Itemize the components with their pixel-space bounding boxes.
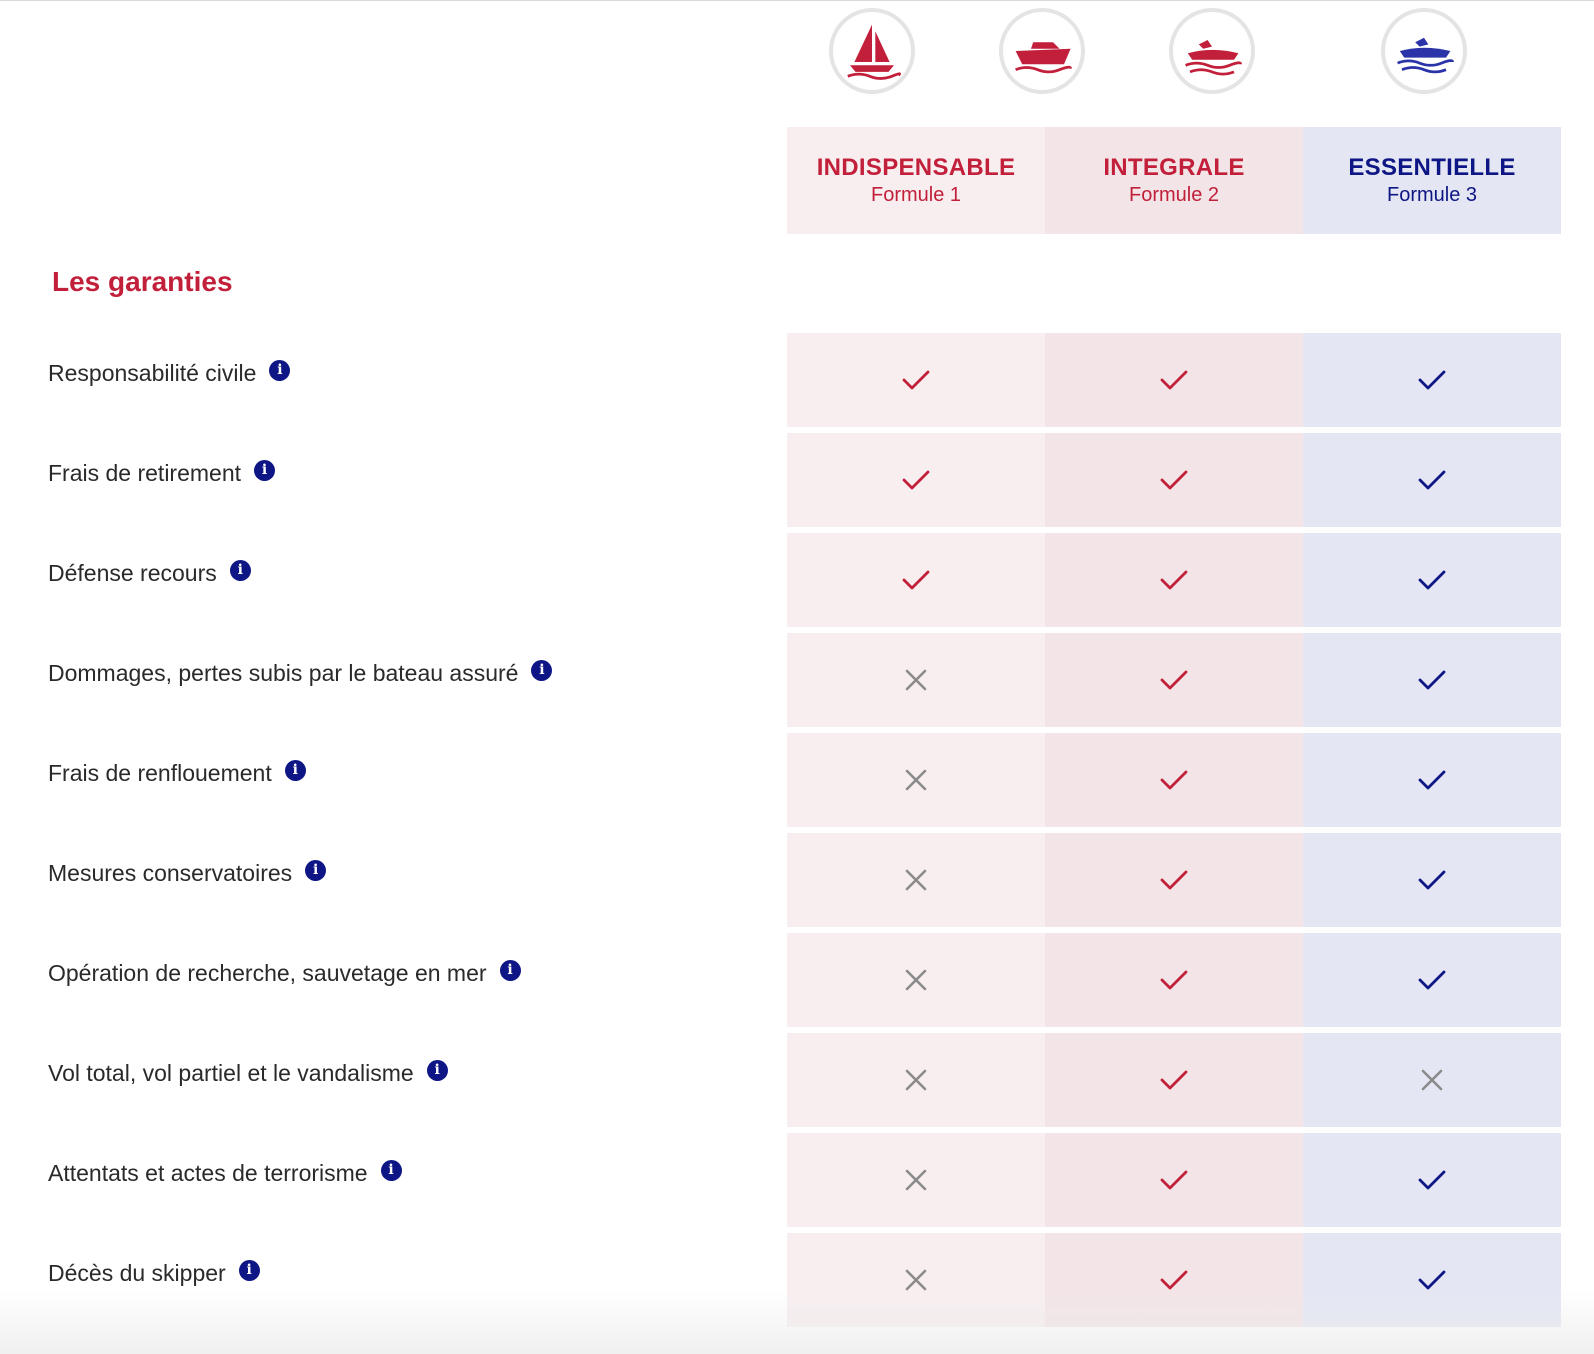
cross-icon: [899, 663, 933, 697]
check-icon: [1157, 1063, 1191, 1097]
table-cell: [1303, 1133, 1561, 1227]
info-icon[interactable]: i: [305, 860, 326, 881]
info-icon[interactable]: i: [239, 1260, 260, 1281]
check-icon: [899, 563, 933, 597]
check-icon: [1415, 563, 1449, 597]
check-icon: [899, 463, 933, 497]
table-cell: [787, 833, 1045, 927]
table-cell: [787, 1233, 1045, 1327]
table-cell: [787, 533, 1045, 627]
table-cell: [787, 1133, 1045, 1227]
table-cell: [1303, 733, 1561, 827]
cross-icon: [899, 863, 933, 897]
guarantee-name: Frais de renflouement: [48, 759, 272, 786]
guarantee-name: Mesures conservatoires: [48, 859, 293, 886]
table-cell: [1303, 1033, 1561, 1127]
check-icon: [1415, 963, 1449, 997]
row-label: [48, 653, 552, 693]
formula-3-header: [1303, 127, 1561, 234]
row-label: [48, 353, 290, 393]
table-cell: [1045, 933, 1303, 1027]
row-label: [48, 453, 275, 493]
formula-2-sub: Formule 2: [1128, 184, 1220, 206]
table-cell: [1045, 533, 1303, 627]
info-icon[interactable]: i: [230, 560, 251, 581]
guarantee-name: Frais de retirement: [48, 459, 242, 486]
table-cell: [787, 633, 1045, 727]
row-label: [48, 753, 306, 793]
section-title: Les garanties: [52, 266, 233, 297]
table-cell: [1045, 733, 1303, 827]
info-icon[interactable]: i: [285, 760, 306, 781]
table-cell: [787, 333, 1045, 427]
jetski-red-icon: [1169, 8, 1255, 94]
info-icon[interactable]: i: [531, 660, 552, 681]
jetski-blue-icon: [1381, 8, 1467, 94]
table-cell: [1045, 433, 1303, 527]
check-icon: [1415, 463, 1449, 497]
check-icon: [1157, 363, 1191, 397]
row-label: [48, 953, 521, 993]
check-icon: [1157, 963, 1191, 997]
table-cell: [787, 733, 1045, 827]
table-cell: [1045, 1233, 1303, 1327]
check-icon: [899, 363, 933, 397]
row-label: [48, 1053, 448, 1093]
info-icon[interactable]: i: [269, 360, 290, 381]
table-cell: [1303, 533, 1561, 627]
cross-icon: [899, 763, 933, 797]
check-icon: [1415, 1263, 1449, 1297]
check-icon: [1157, 463, 1191, 497]
guarantee-name: Responsabilité civile: [48, 359, 257, 386]
formula-2-header: [1045, 127, 1303, 234]
table-cell: [787, 433, 1045, 527]
formula-1-name: INDISPENSABLE: [816, 154, 1016, 181]
check-icon: [1415, 363, 1449, 397]
table-cell: [1303, 333, 1561, 427]
table-cell: [1045, 1033, 1303, 1127]
table-cell: [1303, 1233, 1561, 1327]
motorboat-icon: [999, 8, 1085, 94]
formula-3-sub: Formule 3: [1386, 184, 1478, 206]
sailboat-icon: [829, 8, 915, 94]
cross-icon: [899, 1263, 933, 1297]
formula-1-header: [787, 127, 1045, 234]
cross-icon: [899, 1063, 933, 1097]
formula-3-name: ESSENTIELLE: [1348, 154, 1516, 181]
check-icon: [1415, 863, 1449, 897]
check-icon: [1415, 663, 1449, 697]
guarantee-name: Défense recours: [48, 559, 217, 586]
formula-2-name: INTEGRALE: [1103, 154, 1245, 181]
check-icon: [1157, 1263, 1191, 1297]
check-icon: [1415, 1163, 1449, 1197]
table-cell: [1045, 833, 1303, 927]
row-label: [48, 553, 251, 593]
table-cell: [1303, 633, 1561, 727]
table-cell: [1303, 833, 1561, 927]
check-icon: [1157, 563, 1191, 597]
table-cell: [1045, 1133, 1303, 1227]
guarantee-name: Opération de recherche, sauvetage en mer: [48, 959, 487, 986]
table-cell: [1303, 433, 1561, 527]
guarantee-name: Décès du skipper: [48, 1259, 226, 1286]
row-label: [48, 1153, 402, 1193]
check-icon: [1157, 1163, 1191, 1197]
info-icon[interactable]: i: [427, 1060, 448, 1081]
cross-icon: [899, 1163, 933, 1197]
top-divider: [0, 0, 1594, 1]
row-label: [48, 1253, 260, 1293]
table-cell: [1303, 933, 1561, 1027]
check-icon: [1157, 863, 1191, 897]
guarantee-name: Attentats et actes de terrorisme: [48, 1159, 368, 1186]
table-cell: [1045, 633, 1303, 727]
table-cell: [787, 1033, 1045, 1127]
info-icon[interactable]: i: [254, 460, 275, 481]
row-label: [48, 853, 326, 893]
guarantee-name: Vol total, vol partiel et le vandalisme: [48, 1059, 414, 1086]
table-cell: [787, 933, 1045, 1027]
guarantee-name: Dommages, pertes subis par le bateau assuré: [48, 659, 519, 686]
info-icon[interactable]: i: [381, 1160, 402, 1181]
formula-1-sub: Formule 1: [870, 184, 962, 206]
check-icon: [1157, 763, 1191, 797]
cross-icon: [1415, 1063, 1449, 1097]
cross-icon: [899, 963, 933, 997]
info-icon[interactable]: i: [500, 960, 521, 981]
table-cell: [1045, 333, 1303, 427]
check-icon: [1415, 763, 1449, 797]
check-icon: [1157, 663, 1191, 697]
